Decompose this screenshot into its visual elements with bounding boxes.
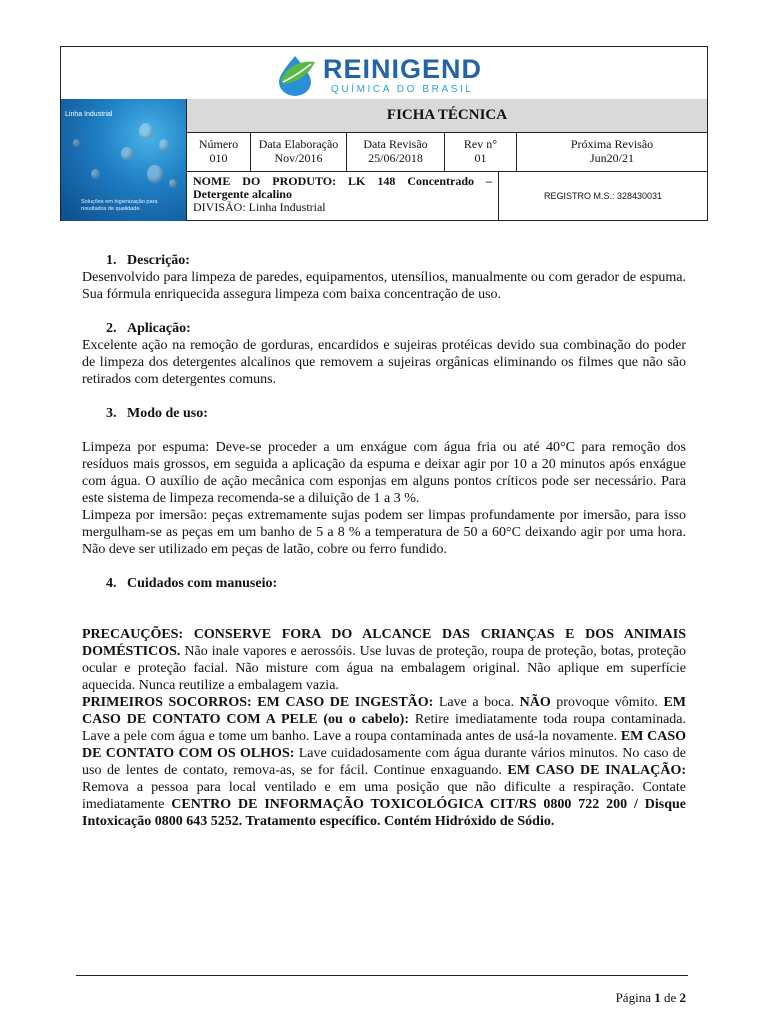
usage-foam-text: Limpeza por espuma: Deve-se proceder a um enxágue com água fria ou até 40°C para remoção dos resíduos mais grossos, em seguida a aplicação da espuma e deixar agir por 10 a 20 minutos após enxágue com água. O auxílio de ação mecânica com esponjas em alguns pontos críticos pode ser necessário. Para este sistema de limpeza recomenda-se a diluição de 1 a 3 %. [82,440,686,506]
section-heading-description: 1. Descrição: [106,253,190,268]
eye-contact-text: Lave cuidadosamente com água durante vários minutos. No caso de uso de lentes de contato, remova-as, se for fácil. Continue enxaguando. [82,746,686,778]
water-drop-icon [147,165,163,183]
leaf-drop-icon [271,52,319,96]
usage-immersion-text: Limpeza por imersão: peças extremamente sujas podem ser limpas profundamente por imersão, para isso mergulham-se as peças em um banho de 5 a 8 % a temperatura de 50 a 60°C deixando agir por uma hora. Não deve ser utilizado em peças de latão, cobre ou ferro fundido. [82,508,686,557]
precautions-text: Não inale vapores e aerossóis. Use luvas de proteção, roupa de proteção, botas, proteção ocular e proteção facial. Não misture com água na embalagem original. Não aplique em superfície aquecida. Nunca reutilize a embalagem vazia. [82,644,686,693]
precautions-heading: PRECAUÇÕES: CONSERVE FORA DO ALCANCE DAS CRIANÇAS E DOS ANIMAIS DOMÉSTICOS. [82,627,686,659]
first-aid-ingestion-heading: PRIMEIROS SOCORROS: EM CASO DE INGESTÃO: [82,695,434,710]
water-drop-icon [159,139,169,151]
do-not-emphasis: NÃO [519,695,551,710]
registry-number: REGISTRO M.S.: 328430031 [543,191,663,201]
meta-cell-revision-date [347,133,445,171]
meta-cell-number [187,133,251,171]
page-of: de [660,990,680,1005]
water-drop-icon [73,139,80,147]
product-name: NOME DO PRODUTO: LK 148 Concentrado – Detergente alcalino [193,174,492,201]
water-drop-icon [121,147,133,160]
water-drop-icon [169,179,177,188]
page-word: Página [615,990,655,1005]
vomit-text: provoque vômito. [550,695,664,710]
meta-label: Próxima Revisão [570,137,654,151]
product-row [187,172,707,220]
meta-label: Data Revisão [363,137,428,151]
document-body [82,252,686,830]
meta-cell-next-revision [517,133,707,171]
section-heading-usage: 3. Modo de uso: [106,406,208,421]
revision-meta-row [187,133,707,172]
logo-name: REINIGEND [323,54,483,84]
water-drop-icon [139,123,153,139]
meta-cell-creation-date [251,133,347,171]
meta-value: 010 [209,151,228,165]
product-info [187,172,499,220]
inhalation-text: Remova a pessoa para local ventilado e em uma posição que não dificulte a respiração. Contate imediatamente [82,780,686,812]
skin-contact-text: Retire imediatamente toda roupa contaminada. Lave a pele com água e tome um banho. Lave a roupa contaminada antes de usá-la novamente. [82,712,686,744]
brand-image-caption-bottom: Soluções em higienização para resultados de qualidade. [81,199,158,212]
footer-divider [76,975,688,976]
product-division: DIVISÃO: Linha Industrial [193,200,326,214]
water-drop-icon [91,169,100,179]
meta-value: Jun20/21 [589,151,634,165]
first-aid-ingestion-text: Lave a boca. [433,695,520,710]
section-heading-application: 2. Aplicação: [106,321,191,336]
page-total: 2 [679,990,686,1005]
meta-value: 25/06/2018 [368,151,423,165]
page-current: 1 [654,990,661,1005]
meta-value: 01 [474,151,487,165]
eye-contact-heading: EM CASO DE CONTATO COM OS OLHOS: [82,729,687,761]
description-text: Desenvolvido para limpeza de paredes, equipamentos, utensílios, manualmente ou com gerador de espuma. Sua fórmula enriquecida assegura limpeza com baixa concentração de uso. [82,270,686,302]
meta-label: Data Elaboração [258,137,339,151]
toxicology-contact: CENTRO DE INFORMAÇÃO TOXICOLÓGICA CIT/RS 0800 722 200 / Disque Intoxicação 0800 643 5252. Tratamento específico. Contém Hidróxido de Sódio. [82,797,686,829]
page-number [616,990,686,1006]
inhalation-heading: EM CASO DE INALAÇÃO: [507,763,686,778]
company-logo [271,52,483,96]
meta-cell-revision-number [445,133,517,171]
product-line-image [61,99,187,221]
document-header [60,46,708,221]
logo-subtitle: QUÍMICA DO BRASIL [331,84,474,95]
brand-image-caption-top: Linha Industrial [65,111,113,118]
meta-value: Nov/2016 [274,151,323,165]
document-title: FICHA TÉCNICA [187,99,707,133]
logo-row [61,47,707,100]
meta-label: Número [198,137,239,151]
skin-contact-heading: EM CASO DE CONTATO COM A PELE (ou o cabelo): [82,695,687,727]
section-heading-handling: 4. Cuidados com manuseio: [106,576,278,591]
handling-text [82,626,686,830]
application-text: Excelente ação na remoção de gorduras, encardidos e sujeiras protéicas devido sua combinação do poder de limpeza dos detergentes alcalinos que removem a sujeiras orgânicas eliminando os filmes que não são retirados com detergentes comuns. [82,338,686,387]
meta-label: Rev n° [463,137,498,151]
